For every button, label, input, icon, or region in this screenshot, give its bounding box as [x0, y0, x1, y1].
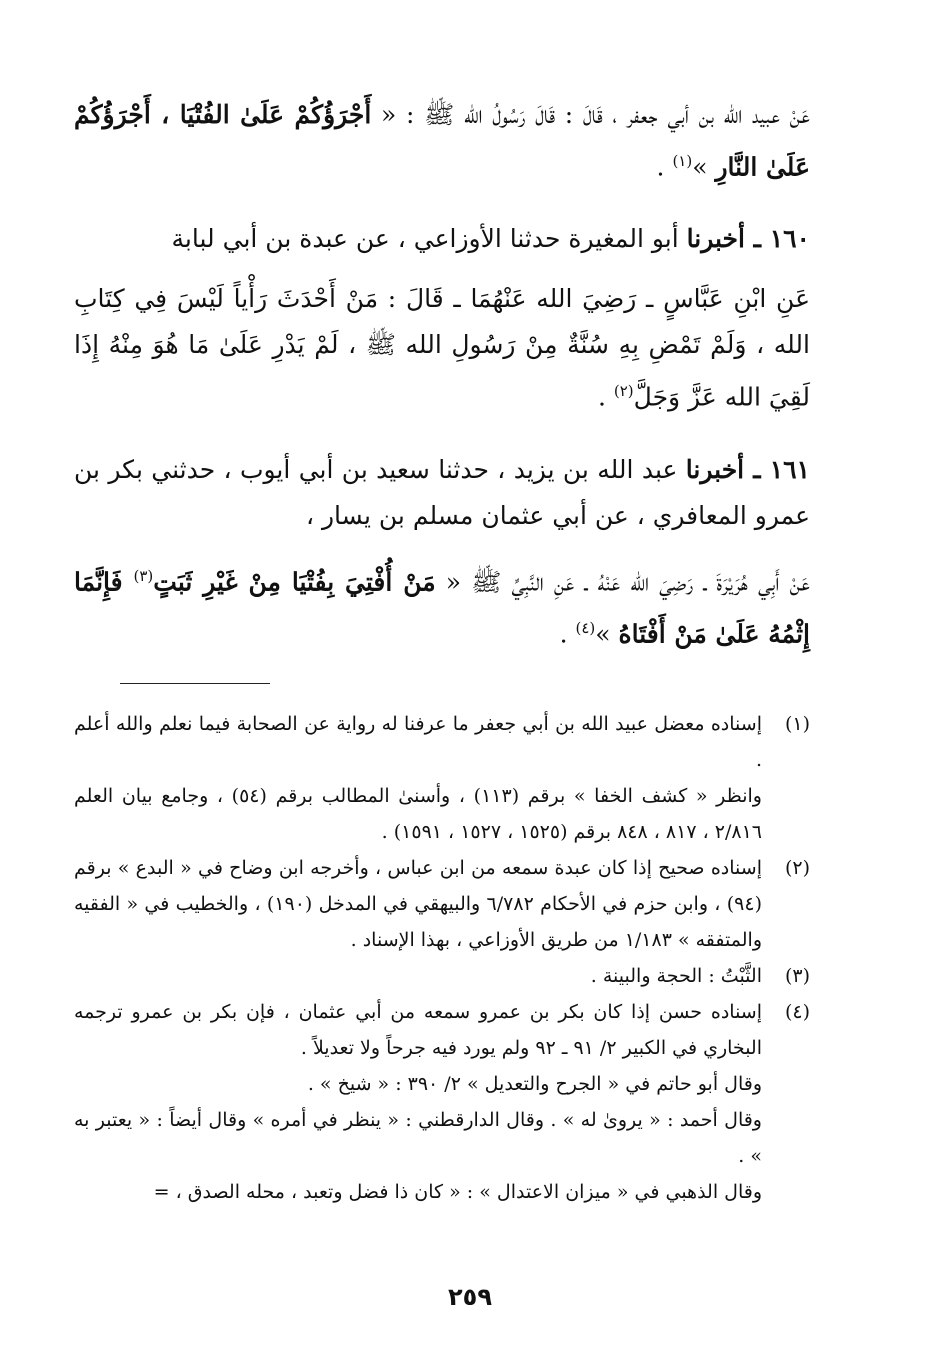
hadith-160-matn [74, 276, 810, 420]
prophetic-quote-part-1: مَنْ أُفْتِيَ بِفُتْيَا مِنْ غَيْرِ ثَبَتٍ [153, 566, 436, 596]
footnotes [74, 706, 810, 1210]
footnote-ref-3: (٣) [133, 566, 154, 585]
footnote-3 [74, 958, 810, 994]
hadith-161-isnad [74, 447, 810, 539]
footnote-line: وقال الذهبي في « ميزان الاعتدال » : « كان ذا فضل وتعبد ، محله الصدق ، = [153, 1181, 762, 1204]
footnote-line: وانظر « كشف الخفا » برقم (١١٣) ، وأسنىٰ المطالب برقم (٥٤) ، وجامع بيان العلم ٢/٨١٦ ، ٨١٧ ، ٨٤٨ برقم (١٥٢٥ ، ١٥٢٧ ، ١٥٩١) . [74, 785, 762, 844]
sentence-end: . [559, 619, 576, 649]
akhbarana: أخبرنا [686, 224, 754, 254]
page-number: ٢٥٩ [448, 1283, 492, 1311]
narration-text: عَنْ عبيد الله بن أبي جعفر ، قَالَ : قَالَ رَسُولُ الله ﷺ : « [371, 100, 810, 129]
footnote-number: (٣) [784, 965, 810, 988]
isnad-text: عبد الله بن يزيد ، حدثنا سعيد بن أبي أيوب ، حدثني بكر بن عمرو المعافري ، عن أبي عثمان مسلم بن يسار ، [74, 454, 810, 530]
matn-text: عَنْ أَبِي هُرَيْرَةَ ـ رَضِيَ الله عَنْهُ ـ عَنِ النَّبِيِّ ﷺ « [435, 566, 810, 596]
footnote-ref-2: (٢) [613, 382, 634, 401]
isnad-text: أبو المغيرة حدثنا الأوزاعي ، عن عبدة بن أبي لبابة [171, 224, 687, 254]
quote-close: » [595, 619, 619, 649]
hadith-161-matn [74, 553, 810, 658]
footnote-line: إسناده معضل عبيد الله بن أبي جعفر ما عرفنا له رواية عن الصحابة فيما نعلم والله أعلم . [74, 713, 762, 772]
footnote-line: وقال أبو حاتم في « الجرح والتعديل » ٢/ ٣٩٠ : « شيخ » . [307, 1073, 762, 1096]
footnote-line: الثَّبْتُ : الحجة والبينة . [590, 965, 762, 988]
footnote-4 [74, 994, 810, 1210]
book-page [74, 92, 810, 1362]
hadith-number: ١٦١ ـ [753, 454, 810, 484]
footnote-number: (١) [784, 713, 810, 736]
quote-close: » [692, 152, 716, 182]
prophetic-quote: أَجْرَؤُكُمْ عَلَىٰ الفُتْيَا ، أَجْرَؤُكُمْ عَلَىٰ النَّارِ [74, 100, 810, 182]
hadith-159-tail [74, 92, 810, 190]
footnote-line: وقال أحمد : « يروىٰ له » . وقال الدارقطني : « ينظر في أمره » وقال أيضاً : « يعتبر به » . [74, 1109, 762, 1168]
footnote-ref-4: (٤) [575, 618, 596, 637]
footnote-separator [120, 683, 270, 684]
footnote-line: إسناده حسن إذا كان بكر بن عمرو سمعه من أبي عثمان ، فإن بكر بن عمرو ترجمه البخاري في الكبير ٢/ ٩١ ـ ٩٢ ولم يورد فيه جرحاً ولا تعديلاً . [74, 1001, 762, 1060]
hadith-number: ١٦٠ ـ [753, 224, 810, 254]
sentence-end: . [597, 382, 614, 412]
matn-text: عَنِ ابْنِ عَبَّاسٍ ـ رَضِيَ الله عَنْهُمَا ـ قَالَ : مَنْ أَحْدَثَ رَأْياً لَيْسَ فِي كِتَابِ الله ، وَلَمْ تَمْضِ بِهِ سُنَّةٌ مِنْ رَسُولِ الله ﷺ ، لَمْ يَدْرِ عَلَىٰ مَا هُوَ مِنْهُ إِذَا لَقِيَ الله عَزَّ وَجَلَّ [74, 284, 810, 412]
prophetic-quote-part-2: فَإِنَّمَا إِثْمُهُ عَلَىٰ مَنْ أَفْتَاهُ [74, 566, 810, 649]
footnote-number: (٢) [784, 857, 810, 880]
main-text [74, 92, 810, 657]
footnote-line: إسناده صحيح إذا كان عبدة سمعه من ابن عباس ، وأخرجه ابن وضاح في « البدع » برقم (٩٤) ، وابن حزم في الأحكام ٦/٧٨٢ والبيهقي في المدخل (١٩٠) ، والخطيب في « الفقيه والمتفقه » ١/١٨٣ من طريق الأوزاعي ، بهذا الإسناد . [74, 857, 762, 952]
footnote-2 [74, 850, 810, 958]
footnote-ref-1: (١) [672, 152, 693, 170]
sentence-end: . [656, 152, 673, 182]
footnote-number: (٤) [784, 1001, 810, 1024]
footnote-1 [74, 706, 810, 850]
hadith-160-isnad [74, 216, 810, 262]
akhbarana: أخبرنا [685, 454, 754, 484]
